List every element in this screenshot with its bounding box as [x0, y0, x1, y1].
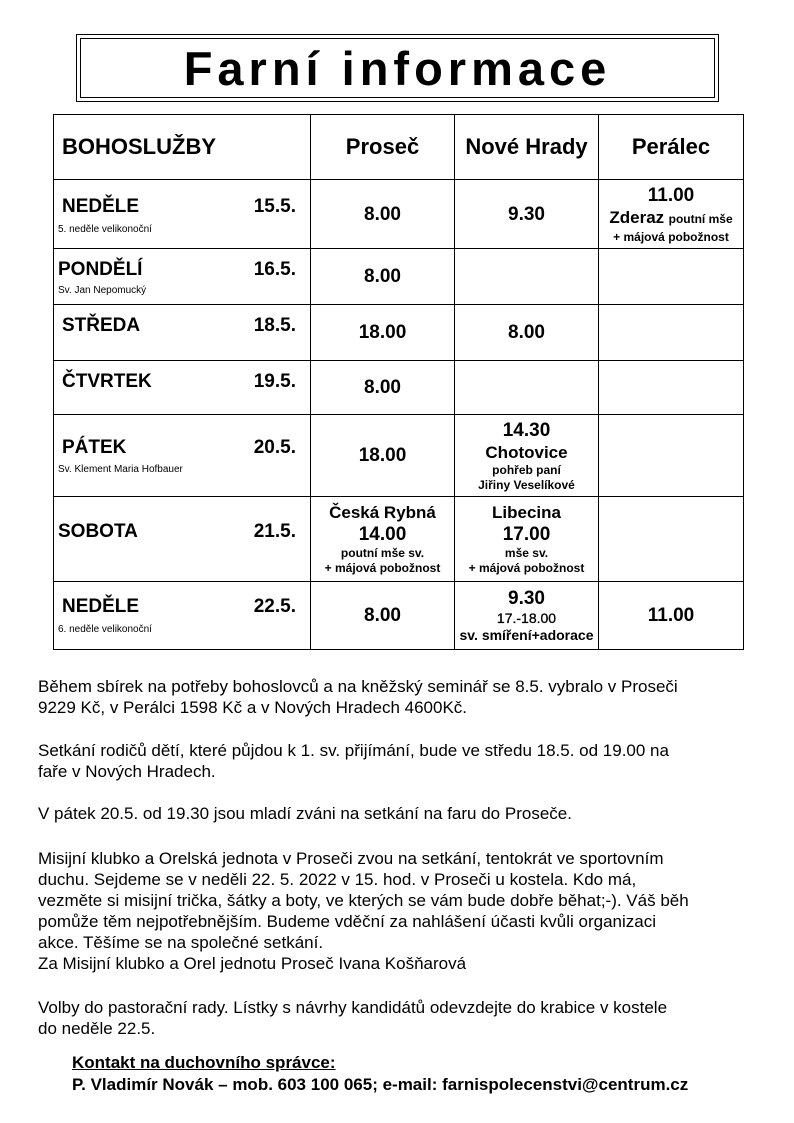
contact-heading: Kontakt na duchovního správce: — [72, 1053, 336, 1072]
day-cell — [54, 180, 311, 249]
prosec-cell: 8.00 — [311, 582, 455, 650]
day-cell — [54, 305, 311, 361]
day-date: 15.5. — [253, 196, 296, 217]
day-note: 6. neděle velikonoční — [58, 624, 152, 635]
service-time: 17.00 — [502, 524, 551, 545]
prosec-cell: 8.00 — [311, 180, 455, 249]
service-time: 9.30 — [508, 588, 545, 609]
peralec-cell — [599, 497, 744, 582]
day-date: 18.5. — [253, 315, 296, 336]
nove-hrady-cell: 9.30 — [455, 180, 599, 249]
council-election-announcement — [38, 997, 758, 1039]
schedule-row — [54, 180, 744, 249]
prosec-cell: 8.00 — [311, 361, 455, 415]
service-extra: + májová pobožnost — [613, 229, 729, 244]
paragraph-line: pomůže těm nejpotřebnějším. Budeme vděční za nahlášení účasti kvůli organizaci — [38, 912, 657, 931]
service-note: + májová pobožnost — [468, 561, 585, 575]
day-note: Sv. Jan Nepomucký — [58, 285, 147, 296]
day-date: 16.5. — [253, 259, 296, 280]
nove-hrady-cell — [455, 415, 599, 497]
day-cell — [54, 582, 311, 650]
peralec-cell — [599, 361, 744, 415]
service-note: + májová pobožnost — [324, 561, 441, 575]
day-date: 20.5. — [253, 437, 296, 458]
day-cell — [54, 415, 311, 497]
paragraph-line: V pátek 20.5. od 19.30 jsou mladí zváni na setkání na faru do Proseče. — [38, 804, 572, 823]
nove-hrady-cell — [455, 497, 599, 582]
service-time: 11.00 — [647, 184, 695, 206]
paragraph-line: Za Misijní klubko a Orel jednotu Proseč Ivana Košňarová — [38, 954, 467, 973]
day-cell — [54, 249, 311, 305]
schedule-row — [54, 497, 744, 582]
day-name: STŘEDA — [62, 315, 141, 336]
title-inner-frame — [80, 38, 715, 98]
schedule-header-row — [54, 115, 744, 180]
day-name: SOBOTA — [58, 521, 138, 542]
header-location-nove-hrady: Nové Hrady — [455, 115, 599, 180]
day-name: PÁTEK — [62, 437, 127, 458]
service-note: Jiřiny Veselíkové — [478, 477, 575, 492]
service-note: pohřeb paní — [492, 462, 561, 477]
peralec-cell — [599, 180, 744, 249]
schedule-row — [54, 415, 744, 497]
peralec-cell — [599, 249, 744, 305]
paragraph-line: vezměte si misijní trička, šátky a boty, ve kterých se vám bude dobře běhat;-). Váš běh — [38, 891, 689, 910]
day-date: 22.5. — [253, 596, 296, 617]
day-note: 5. neděle velikonoční — [58, 224, 152, 235]
day-name: NEDĚLE — [62, 196, 140, 217]
paragraph-line: do neděle 22.5. — [38, 1019, 156, 1038]
paragraph-line: Během sbírek na potřeby bohoslovců a na kněžský seminář se 8.5. vybralo v Proseči — [38, 677, 678, 696]
service-time: 14.00 — [358, 524, 407, 545]
service-place-note: poutní mše — [668, 211, 733, 226]
service-place: Chotovice — [485, 442, 568, 462]
collection-announcement — [38, 676, 758, 718]
header-location-peralec: Perálec — [599, 115, 744, 180]
day-name: NEDĚLE — [62, 596, 140, 617]
header-location-prosec: Proseč — [311, 115, 455, 180]
youth-meeting-announcement — [38, 803, 758, 824]
service-place: Zderaz — [609, 207, 665, 227]
service-note: mše sv. — [504, 546, 549, 560]
nove-hrady-cell — [455, 361, 599, 415]
schedule-row — [54, 305, 744, 361]
schedule-header-label: BOHOSLUŽBY — [54, 115, 311, 180]
nove-hrady-cell — [455, 249, 599, 305]
missionary-event-announcement — [38, 848, 758, 974]
day-date: 19.5. — [253, 371, 296, 392]
schedule-row — [54, 249, 744, 305]
day-cell — [54, 361, 311, 415]
nove-hrady-cell: 8.00 — [455, 305, 599, 361]
service-place: Česká Rybná — [329, 503, 436, 522]
title-frame — [76, 34, 719, 102]
paragraph-line: Volby do pastorační rady. Lístky s návrhy kandidátů odevzdejte do krabice v kostele — [38, 998, 668, 1017]
service-note: poutní mše sv. — [340, 546, 425, 560]
prosec-cell: 18.00 — [311, 305, 455, 361]
day-name: PONDĚLÍ — [58, 259, 143, 280]
peralec-cell: 11.00 — [599, 582, 744, 650]
paragraph-line: faře v Nových Hradech. — [38, 762, 216, 781]
service-schedule-table — [53, 114, 744, 650]
paragraph-line: duchu. Sejdeme se v neděli 22. 5. 2022 v 15. hod. v Proseči u kostela. Kdo má, — [38, 870, 637, 889]
peralec-cell — [599, 305, 744, 361]
paragraph-line: Misijní klubko a Orelská jednota v Proseči zvou na setkání, tentokrát ve sportovním — [38, 849, 664, 868]
paragraph-line: Setkání rodičů dětí, které půjdou k 1. sv. přijímání, bude ve středu 18.5. od 19.00 na — [38, 741, 669, 760]
day-name: ČTVRTEK — [62, 371, 152, 392]
service-note: sv. smíření+adorace — [459, 627, 594, 643]
schedule-row — [54, 361, 744, 415]
prosec-cell — [311, 497, 455, 582]
parents-meeting-announcement — [38, 740, 758, 782]
service-note: 17.-18.00 — [496, 610, 557, 626]
service-time: 14.30 — [502, 419, 551, 441]
day-date: 21.5. — [253, 521, 296, 542]
prosec-cell: 8.00 — [311, 249, 455, 305]
peralec-cell — [599, 415, 744, 497]
prosec-cell: 18.00 — [311, 415, 455, 497]
contact-line: P. Vladimír Novák – mob. 603 100 065; e-mail: farnispolecenstvi@centrum.cz — [72, 1075, 689, 1094]
day-cell — [54, 497, 311, 582]
paragraph-line: 9229 Kč, v Perálci 1598 Kč a v Nových Hradech 4600Kč. — [38, 698, 468, 717]
paragraph-line: akce. Těšíme se na společné setkání. — [38, 933, 324, 952]
nove-hrady-cell — [455, 582, 599, 650]
page-title: Farní informace — [183, 41, 612, 95]
day-note: Sv. Klement Maria Hofbauer — [58, 464, 183, 475]
schedule-row — [54, 582, 744, 650]
service-place: Libecina — [492, 503, 561, 522]
